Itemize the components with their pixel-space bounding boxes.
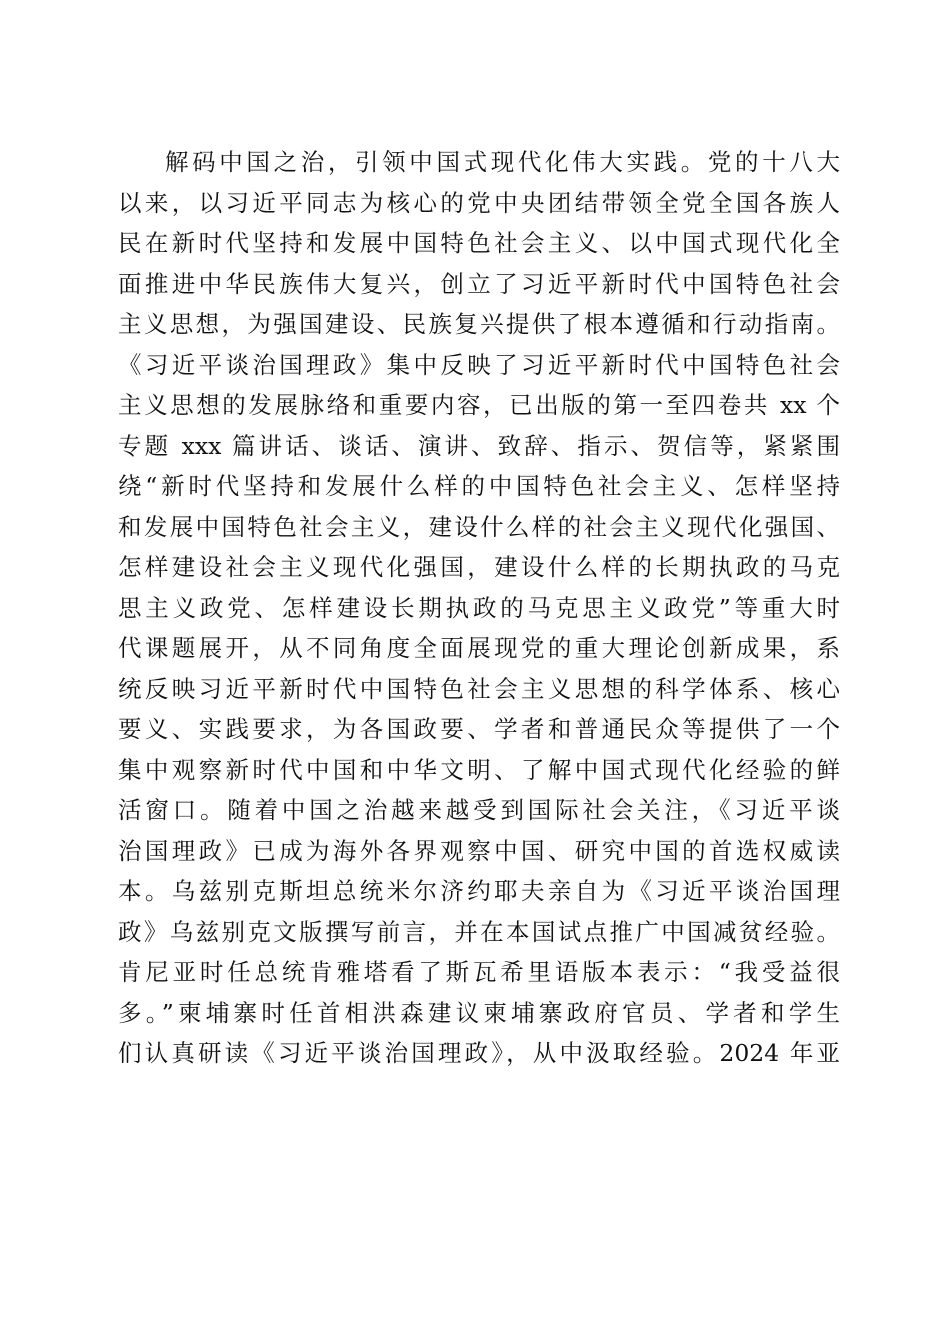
- paragraph-line: 主义思想，为强国建设、民族复兴提供了根本遵循和行动指南。: [118, 310, 840, 338]
- body-paragraph: [118, 142, 840, 1074]
- paragraph-line: 专题 xxx 篇讲话、谈话、演讲、致辞、指示、贺信等，紧紧围: [118, 431, 840, 460]
- paragraph-line: 治国理政》已成为海外各界观察中国、研究中国的首选权威读: [118, 836, 840, 865]
- paragraph-line: 们认真研读《习近平谈治国理政》，从中汲取经验。2024 年亚: [118, 1039, 840, 1067]
- paragraph-line: 政》乌兹别克文版撰写前言，并在本国试点推广中国减贫经验。: [118, 917, 840, 946]
- paragraph-line: 统反映习近平新时代中国特色社会主义思想的科学体系、核心: [118, 674, 840, 703]
- paragraph-line: 肯尼亚时任总统肯雅塔看了斯瓦希里语版本表示：“我受益很: [118, 958, 840, 986]
- paragraph-line: 《习近平谈治国理政》集中反映了习近平新时代中国特色社会: [118, 350, 840, 379]
- paragraph-line: 活窗口。随着中国之治越来越受到国际社会关注，《习近平谈: [118, 796, 840, 824]
- paragraph-line: 集中观察新时代中国和中华文明、了解中国式现代化经验的鲜: [118, 755, 840, 784]
- paragraph-line: 以来，以习近平同志为核心的党中央团结带领全党全国各族人: [118, 188, 840, 217]
- paragraph-line: 代课题展开，从不同角度全面展现党的重大理论创新成果，系: [118, 634, 840, 662]
- paragraph-line: 思主义政党、怎样建设长期执政的马克思主义政党”等重大时: [118, 593, 840, 622]
- paragraph-line: 面推进中华民族伟大复兴，创立了习近平新时代中国特色社会: [118, 269, 840, 298]
- paragraph-line: 民在新时代坚持和发展中国特色社会主义、以中国式现代化全: [118, 229, 840, 257]
- paragraph-line: 绕“新时代坚持和发展什么样的中国特色社会主义、怎样坚持: [118, 472, 840, 500]
- paragraph-line: 怎样建设社会主义现代化强国，建设什么样的长期执政的马克: [118, 553, 840, 581]
- paragraph-line: 要义、实践要求，为各国政要、学者和普通民众等提供了一个: [118, 715, 840, 743]
- paragraph-line: 主义思想的发展脉络和重要内容，已出版的第一至四卷共 xx 个: [118, 391, 840, 419]
- paragraph-line: 本。乌兹别克斯坦总统米尔济约耶夫亲自为《习近平谈治国理: [118, 877, 840, 905]
- paragraph-line: 多。”柬埔寨时任首相洪森建议柬埔寨政府官员、学者和学生: [118, 998, 840, 1027]
- paragraph-line: 解码中国之治，引领中国式现代化伟大实践。党的十八大: [165, 148, 840, 176]
- paragraph-line: 和发展中国特色社会主义，建设什么样的社会主义现代化强国、: [118, 512, 840, 541]
